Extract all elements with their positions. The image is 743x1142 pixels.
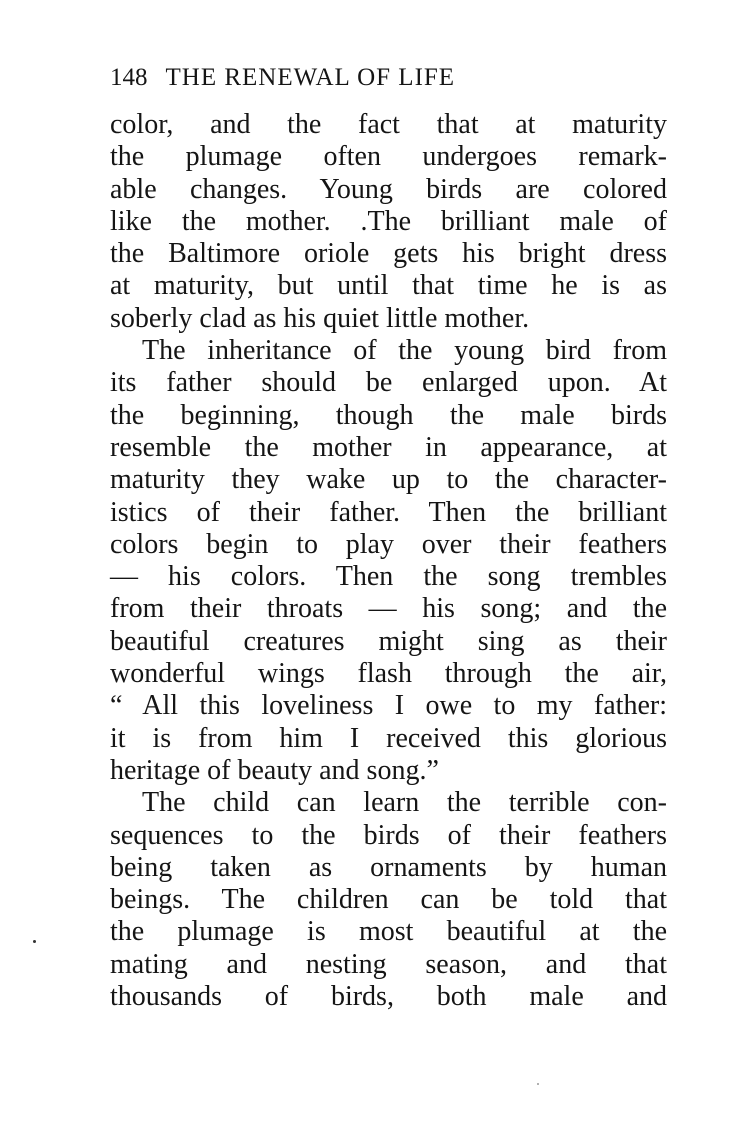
text-line: the plumage is most beautiful at the [110,916,667,948]
text-line: at maturity, but until that time he is as [110,270,667,302]
text-line: “ All this loveliness I owe to my father: [110,690,667,722]
text-line-paragraph-start: The inheritance of the young bird from [142,335,667,367]
text-line: sequences to the birds of their feathers [110,819,667,851]
text-line: beings. The children can be told that [110,884,667,916]
text-line: colors begin to play over their feathers [110,528,667,560]
text-line: like the mother. .The brilliant male of [110,205,667,237]
text-line: maturity they wake up to the character- [110,464,667,496]
text-line: able changes. Young birds are colored [110,173,667,205]
text-line-paragraph-end: soberly clad as his quiet little mother. [110,302,530,334]
text-line: wonderful wings flash through the air, [110,658,667,690]
text-line: istics of their father. Then the brilliant [110,496,667,528]
margin-dot [33,940,36,943]
text-line: color, and the fact that at maturity [110,109,667,140]
body-text [110,109,667,1013]
text-line: mating and nesting season, and that [110,948,667,980]
text-line: the beginning, though the male birds [110,399,667,431]
text-line-paragraph-start: The child can learn the terrible con- [142,787,667,819]
text-line: from their throats — his song; and the [110,593,667,625]
text-line: the plumage often undergoes remark- [110,141,667,173]
text-line: resemble the mother in appearance, at [110,431,667,463]
paper-speck [537,1083,539,1085]
page-number: 148 [110,64,148,91]
text-line: its father should be enlarged upon. At [110,367,667,399]
running-head [110,60,670,96]
text-line: thousands of birds, both male and [110,981,667,1013]
text-line: beautiful creatures might sing as their [110,625,667,657]
text-line: the Baltimore oriole gets his bright dress [110,238,667,270]
text-line: being taken as ornaments by human [110,851,667,883]
text-line: it is from him I received this glorious [110,722,667,754]
text-line: — his colors. Then the song trembles [110,561,667,593]
running-title: THE RENEWAL OF LIFE [165,64,456,91]
text-line-paragraph-end: heritage of beauty and song.” [110,754,439,786]
